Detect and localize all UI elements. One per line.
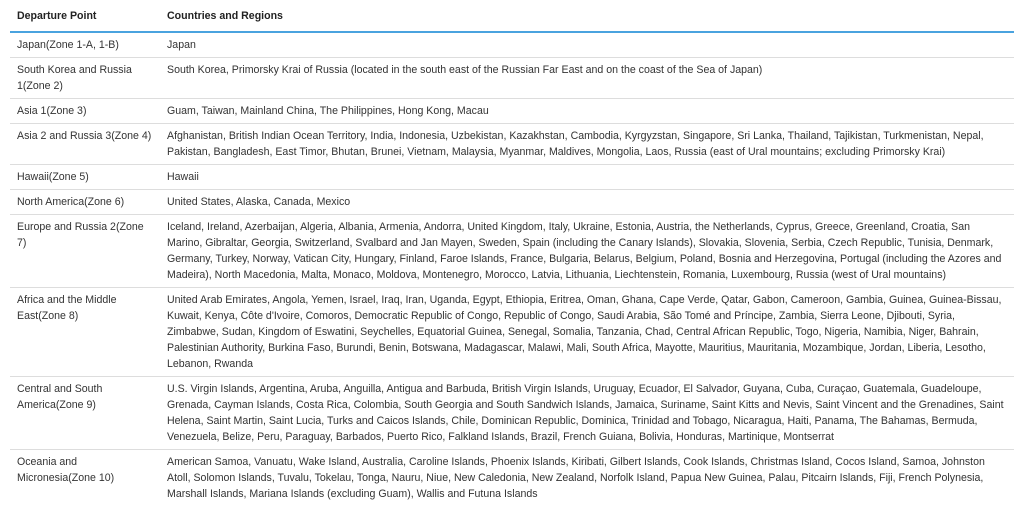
countries-cell: South Korea, Primorsky Krai of Russia (located in the south east of the Russian Far East and on the coast of the Sea of Japan) [160,58,1014,99]
header-countries-and-regions: Countries and Regions [160,3,1014,32]
countries-cell: Guam, Taiwan, Mainland China, The Philippines, Hong Kong, Macau [160,99,1014,124]
departure-cell: Asia 1(Zone 3) [10,99,160,124]
table-header [10,3,1014,32]
countries-cell: Japan [160,32,1014,58]
countries-cell: Afghanistan, British Indian Ocean Territory, India, Indonesia, Uzbekistan, Kazakhstan, Cambodia, Kyrgyzstan, Singapore, Sri Lanka, Thailand, Tajikistan, Turkmenistan, Nepal, Pakistan, Bangladesh, East Timor, Bhutan, Brunei, Vietnam, Malaysia, Myanmar, Maldives, Mongolia, Laos, Russia (east of Ural mountains; excluding Primorsky Krai) [160,124,1014,165]
departure-cell: North America(Zone 6) [10,190,160,215]
departure-cell: Oceania and Micronesia(Zone 10) [10,450,160,506]
departure-cell: Africa and the Middle East(Zone 8) [10,288,160,377]
countries-cell: American Samoa, Vanuatu, Wake Island, Australia, Caroline Islands, Phoenix Islands, Kiribati, Gilbert Islands, Cook Islands, Christmas Island, Cocos Island, Samoa, Johnston Atoll, Solomon Islands, Tuvalu, Tokelau, Tonga, Nauru, Niue, New Caledonia, New Zealand, Norfolk Island, Papua New Guinea, Palau, Pitcairn Islands, Fiji, French Polynesia, Marshall Islands, Mariana Islands (excluding Guam), Wallis and Futuna Islands [160,450,1014,506]
countries-cell: Hawaii [160,165,1014,190]
countries-cell: Iceland, Ireland, Azerbaijan, Algeria, Albania, Armenia, Andorra, United Kingdom, Italy, Ukraine, Estonia, Austria, the Netherlands, Cyprus, Greece, Greenland, Croatia, San Marino, Gibraltar, Georgia, Switzerland, Svalbard and Jan Mayen, Sweden, Spain (including the Canary Islands), Slovakia, Slovenia, Serbia, Czech Republic, Tunisia, Denmark, Germany, Turkey, Norway, Vatican City, Hungary, Finland, Faroe Islands, France, Bulgaria, Belarus, Belgium, Poland, Bosnia and Herzegovina, Portugal (including the Azores and Madeira), North Macedonia, Malta, Monaco, Moldova, Montenegro, Morocco, Latvia, Lithuania, Liechtenstein, Romania, Luxembourg, Russia (west of Ural mountains) [160,215,1014,288]
departure-cell: Asia 2 and Russia 3(Zone 4) [10,124,160,165]
table-row [10,58,1014,99]
table-row [10,288,1014,377]
countries-cell: United Arab Emirates, Angola, Yemen, Israel, Iraq, Iran, Uganda, Egypt, Ethiopia, Eritrea, Oman, Ghana, Cape Verde, Qatar, Gabon, Cameroon, Gambia, Guinea, Guinea-Bissau, Kuwait, Kenya, Côte d'Ivoire, Comoros, Democratic Republic of Congo, Republic of Congo, Saudi Arabia, São Tomé and Príncipe, Zambia, Sierra Leone, Djibouti, Syria, Zimbabwe, Sudan, Kingdom of Eswatini, Seychelles, Equatorial Guinea, Senegal, Somalia, Tanzania, Chad, Central African Republic, Togo, Nigeria, Namibia, Niger, Bahrain, Palestinian Authority, Burkina Faso, Burundi, Benin, Botswana, Madagascar, Malawi, Mali, South Africa, Mayotte, Mauritius, Mauritania, Mozambique, Jordan, Liberia, Lesotho, Lebanon, Rwanda [160,288,1014,377]
zone-table [10,3,1014,506]
table-row [10,32,1014,58]
table-row [10,124,1014,165]
departure-cell: South Korea and Russia 1(Zone 2) [10,58,160,99]
countries-cell: United States, Alaska, Canada, Mexico [160,190,1014,215]
table-row [10,190,1014,215]
table-row [10,377,1014,450]
header-departure-point: Departure Point [10,3,160,32]
departure-cell: Europe and Russia 2(Zone 7) [10,215,160,288]
header-row [10,3,1014,32]
table-row [10,215,1014,288]
departure-cell: Japan(Zone 1-A, 1-B) [10,32,160,58]
countries-cell: U.S. Virgin Islands, Argentina, Aruba, Anguilla, Antigua and Barbuda, British Virgin Islands, Uruguay, Ecuador, El Salvador, Guyana, Cuba, Curaçao, Guatemala, Guadeloupe, Grenada, Cayman Islands, Costa Rica, Colombia, South Georgia and South Sandwich Islands, Jamaica, Suriname, Saint Kitts and Nevis, Saint Vincent and the Grenadines, Saint Helena, Saint Martin, Saint Lucia, Turks and Caicos Islands, Chile, Dominican Republic, Dominica, Trinidad and Tobago, Nicaragua, Haiti, Panama, The Bahamas, Bermuda, Venezuela, Belize, Peru, Paraguay, Barbados, Puerto Rico, Falkland Islands, Brazil, French Guiana, Bolivia, Honduras, Martinique, Montserrat [160,377,1014,450]
departure-cell: Hawaii(Zone 5) [10,165,160,190]
table-row [10,165,1014,190]
departure-cell: Central and South America(Zone 9) [10,377,160,450]
table-row [10,450,1014,506]
table-body [10,32,1014,506]
table-row [10,99,1014,124]
